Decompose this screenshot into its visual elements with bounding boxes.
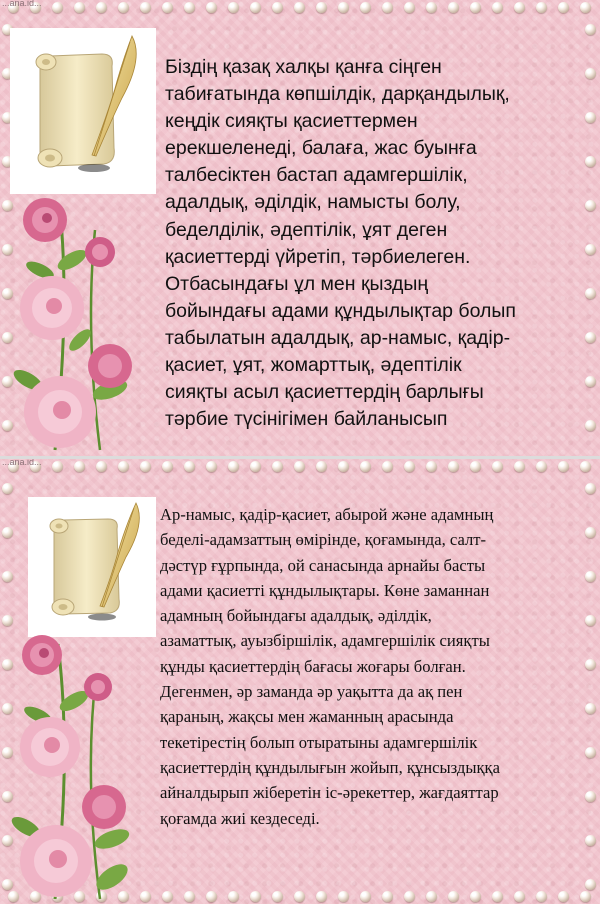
- pearl-bead: [2, 571, 13, 582]
- pearl-bead: [74, 461, 85, 472]
- pearl-bead: [272, 891, 283, 902]
- pearl-bead: [585, 288, 596, 299]
- pearl-bead: [585, 420, 596, 431]
- pearl-bead: [140, 461, 151, 472]
- pearl-bead: [96, 461, 107, 472]
- pearl-bead: [360, 461, 371, 472]
- pearl-bead: [404, 461, 415, 472]
- slide-body-text: Ар-намыс, қадір-қасиет, абырой және адамның беделі-адамзаттың өмірінде, қоғамында, салт- дәстүр ғұрпында, ой санасында арнайы басты адами қасиетті құндылықтары. Көне заманнан адамның бойындағы адалдық, әділдік, азаматтық, ауызбіршілік, адамгершілік сияқты құнды қасиеттердің бағасы жоғары болған. Дегенмен, әр заманда әр уақытта да ақ пен қараның, жақсы мен жаманның арасында текетірестің болып отыратыны адамгершілік қасиеттердің құндылығын жойып, құнсыздыққа айналдырып жіберетін іс-әрекеттер, жағдаяттар қоғамда жиі кездеседі.: [160, 505, 500, 828]
- pearl-bead: [492, 891, 503, 902]
- pearl-bead: [426, 891, 437, 902]
- pearl-bead: [294, 891, 305, 902]
- pearl-bead: [118, 461, 129, 472]
- pearl-bead: [585, 747, 596, 758]
- pearl-bead: [74, 2, 85, 13]
- pearl-bead: [492, 2, 503, 13]
- pink-roses-decoration: [0, 629, 160, 904]
- pearl-bead: [360, 891, 371, 902]
- pearl-bead: [585, 571, 596, 582]
- slide-body-text: Біздің қазақ халқы қанға сіңген табиғатында көпшілдік, дарқандылық, кеңдік сияқты қасиеттермен ерекшеленеді, балаға, жас буынға талбесіктен бастап адамгершілік, адалдық, әділдік, намысты болу, беделділік, әдептілік, ұят деген қасиеттерді үйретіп, тәрбиелеген. Отбасындағы ұл мен қыздың бойындағы адами құндылықтар болып табылатын адалдық, ар-намыс, қадір- қасиет, ұят, жомарттық, әдептілік сияқты асыл қасиеттердің барлығы тәрбие түсінігімен байланысып: [165, 56, 516, 431]
- slide-tab-label: ...ana.id...: [2, 0, 42, 8]
- pearl-bead: [585, 879, 596, 890]
- pearl-bead: [316, 891, 327, 902]
- pearl-bead: [585, 527, 596, 538]
- pearl-bead: [585, 200, 596, 211]
- pearl-bead: [338, 891, 349, 902]
- pearl-bead: [162, 891, 173, 902]
- pearl-bead: [118, 2, 129, 13]
- pearl-bead: [470, 461, 481, 472]
- pearl-bead: [228, 2, 239, 13]
- pearl-bead: [316, 2, 327, 13]
- pearl-bead: [492, 461, 503, 472]
- pink-roses-decoration: [0, 190, 160, 456]
- pearl-bead: [228, 891, 239, 902]
- pearl-bead: [294, 461, 305, 472]
- pearl-bead: [184, 891, 195, 902]
- pearl-bead: [250, 891, 261, 902]
- pearl-bead: [140, 2, 151, 13]
- pearl-bead: [294, 2, 305, 13]
- pearl-bead: [448, 461, 459, 472]
- slide-2: [0, 459, 600, 904]
- pearl-bead: [382, 461, 393, 472]
- scroll-and-quill-icon: [10, 28, 156, 194]
- pearl-bead: [206, 2, 217, 13]
- pearl-border-top: [0, 460, 600, 474]
- pearl-bead: [272, 461, 283, 472]
- pearl-bead: [536, 2, 547, 13]
- pearl-bead: [585, 483, 596, 494]
- pearl-bead: [514, 461, 525, 472]
- pearl-bead: [585, 68, 596, 79]
- pearl-bead: [448, 2, 459, 13]
- pearl-bead: [206, 891, 217, 902]
- pearl-bead: [470, 2, 481, 13]
- pearl-bead: [382, 2, 393, 13]
- pearl-border-right: [584, 459, 598, 904]
- pearl-bead: [250, 461, 261, 472]
- pearl-bead: [162, 461, 173, 472]
- pearl-bead: [585, 244, 596, 255]
- pearl-bead: [52, 461, 63, 472]
- pearl-bead: [426, 2, 437, 13]
- slide-tab-label: ...ana.id...: [2, 459, 42, 467]
- pearl-bead: [558, 2, 569, 13]
- pearl-bead: [536, 461, 547, 472]
- pearl-bead: [585, 791, 596, 802]
- pearl-bead: [96, 2, 107, 13]
- pearl-bead: [585, 24, 596, 35]
- scroll-and-quill-icon: [28, 497, 156, 637]
- pearl-bead: [228, 461, 239, 472]
- pearl-bead: [404, 2, 415, 13]
- pearl-bead: [2, 483, 13, 494]
- pearl-bead: [558, 461, 569, 472]
- pearl-border-top: [0, 1, 600, 15]
- pearl-bead: [585, 376, 596, 387]
- pearl-bead: [585, 835, 596, 846]
- pearl-bead: [448, 891, 459, 902]
- pearl-bead: [426, 461, 437, 472]
- pearl-bead: [382, 891, 393, 902]
- pearl-bead: [585, 659, 596, 670]
- pearl-bead: [250, 2, 261, 13]
- pearl-bead: [184, 461, 195, 472]
- pearl-bead: [585, 703, 596, 714]
- pearl-bead: [585, 615, 596, 626]
- pearl-bead: [2, 527, 13, 538]
- pearl-bead: [338, 2, 349, 13]
- pearl-bead: [272, 2, 283, 13]
- pearl-bead: [470, 891, 481, 902]
- pearl-bead: [2, 615, 13, 626]
- pearl-bead: [360, 2, 371, 13]
- pearl-bead: [316, 461, 327, 472]
- pearl-bead: [585, 112, 596, 123]
- pearl-bead: [558, 891, 569, 902]
- pearl-border-right: [584, 0, 598, 456]
- pearl-bead: [585, 332, 596, 343]
- pearl-bead: [514, 2, 525, 13]
- pearl-bead: [184, 2, 195, 13]
- pearl-bead: [162, 2, 173, 13]
- pearl-bead: [338, 461, 349, 472]
- pearl-bead: [52, 2, 63, 13]
- pearl-bead: [514, 891, 525, 902]
- pearl-bead: [404, 891, 415, 902]
- pearl-bead: [206, 461, 217, 472]
- pearl-bead: [536, 891, 547, 902]
- pearl-bead: [585, 156, 596, 167]
